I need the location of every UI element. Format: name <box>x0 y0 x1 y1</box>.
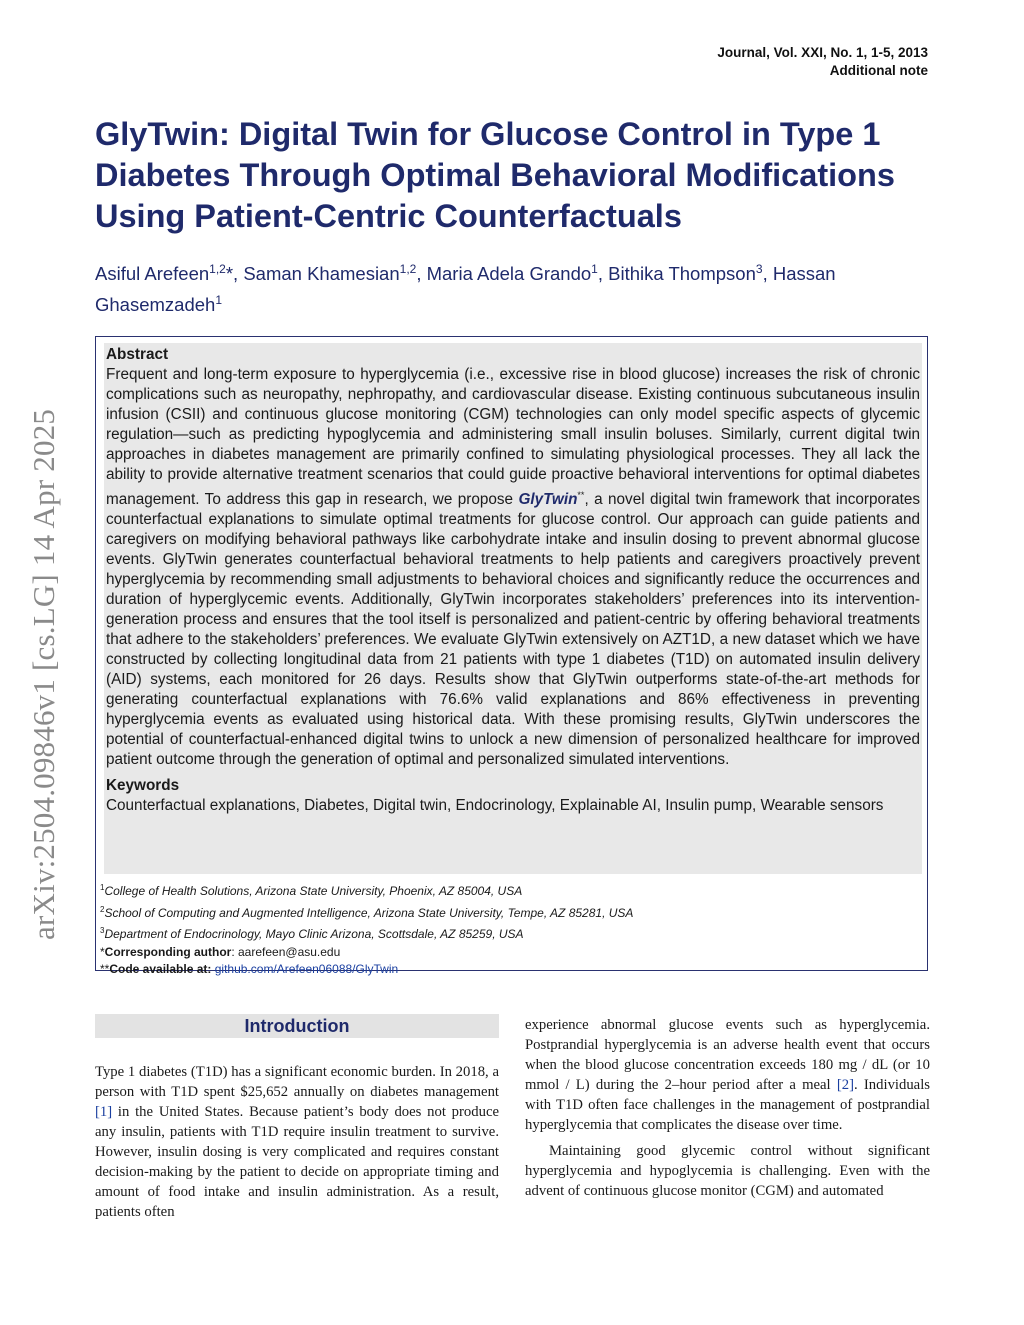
author-affil-sup: 1,2 <box>209 262 226 276</box>
corresponding-email: : aarefeen@asu.edu <box>231 944 341 959</box>
abstract-body <box>106 365 920 770</box>
code-availability <box>100 961 920 979</box>
author-name: Asiful Arefeen <box>95 263 210 285</box>
journal-header <box>717 44 928 80</box>
introduction-heading: Introduction <box>95 1014 499 1038</box>
author-name: Maria Adela Grando <box>426 263 592 285</box>
author-name: Saman Khamesian <box>243 263 400 285</box>
affiliations <box>100 879 920 979</box>
author-affil-sup: 1 <box>591 262 598 276</box>
affiliation-sup: 2 <box>100 904 105 914</box>
keywords-heading: Keywords <box>106 777 180 795</box>
code-link[interactable]: github.com/Arefeen06088/GlyTwin <box>214 962 399 976</box>
affiliation-item <box>100 879 920 901</box>
keywords-list: Counterfactual explanations, Diabetes, Digital twin, Endocrinology, Explainable AI, Insulin pump, Wearable sensors <box>106 797 884 815</box>
author-mark: * <box>225 263 234 285</box>
author-name: Hassan Ghasemzadeh <box>95 263 836 316</box>
abstract-text-2: , a novel digital twin framework that incorporates counterfactual explanations to simulate optimal treatments for glucose control. Our approach can guide patients and caregivers on modifying behavioral pathways like carbohydrate intake and insulin dosing to prevent abnormal glucose events. GlyTwin generates counterfactual behavioral treatments to help patients and caregivers proactively prevent hyperglycemia by recommending small adjustments to behavioral choices and significantly reduce the occurrences and duration of hyperglycemic events. Additionally, GlyTwin incorporates stakeholders’ preferences into its intervention-generation process and ensures that the tool itself is personalized and patient-centric by offering behavioral treatments that adhere to the stakeholders’ preferences. We evaluate GlyTwin extensively on AZT1D, a new dataset which we have constructed by collecting longitudinal data from 21 patients with type 1 diabetes (T1D) on automated insulin delivery (AID) systems, each monitored for 26 days. Results show that GlyTwin outperforms state-of-the-art methods for generating counterfactual explanations with 76.6% valid explanations and 86% effectiveness in preventing hyperglycemia events as evaluated using historical data. With these promising results, GlyTwin underscores the potential of counterfactual-enhanced digital twins to unlock a new dimension of personalized healthcare for improved patient outcome through the generation of optimal and personalized simulated interventions. <box>106 491 920 769</box>
affiliation-sup: 3 <box>100 926 105 935</box>
corresponding-author <box>100 944 920 962</box>
corresponding-mark: * <box>100 944 105 959</box>
body-column-right <box>525 1015 930 1201</box>
journal-citation: Journal, Vol. XXI, No. 1, 1-5, 2013 <box>717 45 928 60</box>
affiliation-text: School of Computing and Augmented Intelligence, Arizona State University, Tempe, AZ 85281, USA <box>104 905 634 920</box>
author-list: Asiful Arefeen$^{1,2}$*, Saman Khamesian$^{1,2}$, Maria Adela Grando$^1$, Bithika Thompson$^3$, Hassan Ghasemzadeh$^1$ <box>95 262 836 316</box>
author-affil-sup: 1,2 <box>399 262 417 276</box>
intro-text: experience abnormal glucose events such as hyperglycemia. Postprandial hyperglycemia is an adverse health event that occurs when the blood glucose concentration exceeds 180 mg / dL (or 10 mmol / L) during the 2–hour period after a meal <box>525 1017 930 1093</box>
glytwin-footnote-mark: ** <box>577 490 585 500</box>
affiliation-text: Department of Endocrinology, Mayo Clinic Arizona, Scottsdale, AZ 85259, USA <box>104 927 524 941</box>
abstract-block <box>106 345 920 816</box>
affiliation-sup: 1 <box>100 883 105 892</box>
intro-paragraph <box>95 1062 499 1222</box>
code-label: Code available at: <box>109 962 212 976</box>
intro-text: Type 1 diabetes (T1D) has a significant economic burden. In 2018, a person with T1D spent $25,652 annually on diabetes management <box>95 1064 499 1100</box>
affiliation-text: College of Health Solutions, Arizona State University, Phoenix, AZ 85004, USA <box>104 884 523 898</box>
author-name: Bithika Thompson <box>608 263 756 285</box>
journal-note: Additional note <box>829 63 928 78</box>
paper-title: GlyTwin: Digital Twin for Glucose Control in Type 1 Diabetes Through Optimal Behavioral Modifications Using Patient-Centric Counterfactuals <box>95 116 895 234</box>
intro-text: in the United States. Because patient’s body does not produce any insulin, patients with T1D require insulin treatment to survive. However, insulin dosing is very complicated and requires constant decision-making by the patient to decide on appropriate timing and amount of food intake and insulin administration. As a result, patients often <box>95 1104 499 1220</box>
abstract-text-1: Frequent and long-term exposure to hyperglycemia (i.e., excessive rise in blood glucose) increases the risk of chronic complications such as neuropathy, nephropathy, and cardiovascular disease. Existing continuous subcutaneous insulin infusion (CSII) and continuous glucose monitoring (CGM) technologies can only model specific aspects of glycemic regulation—such as predicting hypoglycemia and administering small insulin boluses. Similarly, current digital twin approaches in diabetes management are primarily confined to simulating physiological processes. They all lack the ability to provide alternative treatment scenarios that could guide proactive behavioral interventions for optimal diabetes management. To address this gap in research, we propose <box>106 366 920 509</box>
intro-text: . Individuals with T1D often face challenges in the management of postprandial hyperglycemia that complicates the disease over time. <box>525 1077 930 1133</box>
code-mark: ** <box>100 962 110 976</box>
body-column-left <box>95 1062 499 1222</box>
citation-link[interactable]: [2] <box>836 1077 855 1093</box>
affiliation-item <box>100 922 920 944</box>
intro-paragraph <box>525 1015 930 1135</box>
glytwin-name: GlyTwin <box>518 491 578 509</box>
abstract-heading: Abstract <box>106 346 169 363</box>
author-affil-sup: 3 <box>755 262 763 276</box>
arxiv-stamp: arXiv:2504.09846v1 [cs.LG] 14 Apr 2025 <box>26 408 61 940</box>
affiliation-item <box>100 901 920 923</box>
corresponding-label: Corresponding author <box>104 944 232 959</box>
intro-paragraph: Maintaining good glycemic control without significant hyperglycemia and hypoglycemia is challenging. Even with the advent of continuous glucose monitor (CGM) and automated <box>525 1143 930 1199</box>
author-affil-sup: 1 <box>215 293 223 308</box>
citation-link[interactable]: [1] <box>95 1104 113 1120</box>
